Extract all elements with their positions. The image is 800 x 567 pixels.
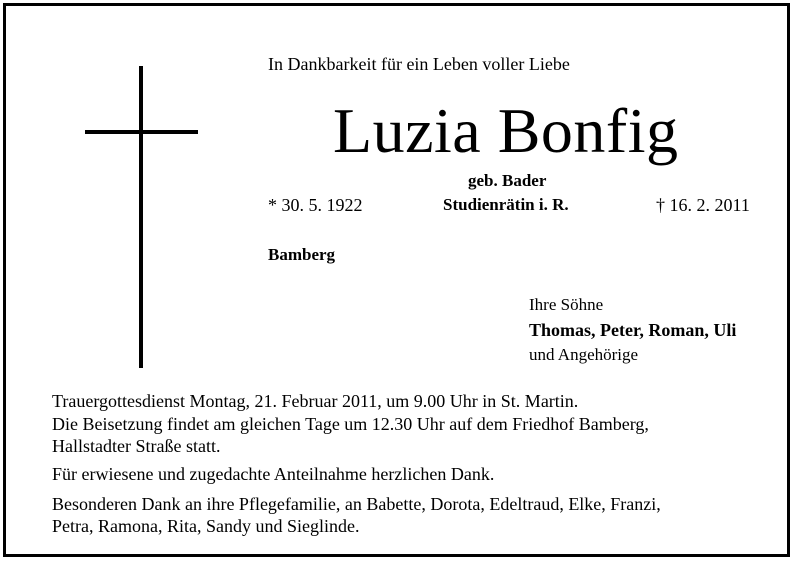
maiden-name: geb. Bader: [468, 171, 547, 190]
intro-line: In Dankbarkeit für ein Leben voller Liebe: [268, 54, 570, 74]
birth-date: * 30. 5. 1922: [268, 195, 363, 215]
mourners-relatives: und Angehörige: [529, 345, 639, 364]
obituary-notice: [3, 3, 790, 557]
service-line: Die Beisetzung findet am gleichen Tage um 12.30 Uhr auf dem Friedhof Bamberg,: [52, 414, 649, 434]
deceased-name: Luzia Bonfig: [333, 95, 679, 166]
cross-icon-bar: [85, 130, 198, 134]
service-line: Trauergottesdienst Montag, 21. Februar 2011, um 9.00 Uhr in St. Martin.: [52, 391, 579, 411]
cross-icon: [139, 66, 143, 368]
special-thanks-line: Besonderen Dank an ihre Pflegefamilie, an Babette, Dorota, Edeltraud, Elke, Franzi,: [52, 494, 661, 514]
thanks-line: Für erwiesene und zugedachte Anteilnahme herzlichen Dank.: [52, 464, 495, 484]
city: Bamberg: [268, 245, 336, 264]
mourners-names: Thomas, Peter, Roman, Uli: [529, 320, 737, 340]
mourners-label: Ihre Söhne: [529, 295, 604, 314]
special-thanks-line: Petra, Ramona, Rita, Sandy und Sieglinde.: [52, 516, 360, 536]
death-date: † 16. 2. 2011: [656, 195, 750, 215]
professional-title: Studienrätin i. R.: [443, 195, 569, 214]
service-line: Hallstadter Straße statt.: [52, 436, 221, 456]
